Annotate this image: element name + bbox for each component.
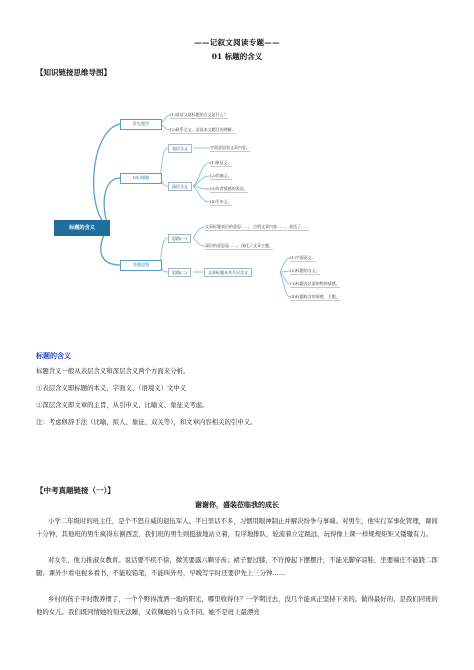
mindmap-root: 标题的含义: [54, 220, 110, 236]
mindmap: [50, 100, 370, 310]
page-subtitle: 01 标题的含义: [211, 52, 263, 61]
page-title: ——记叙文阅读专题——: [194, 38, 280, 47]
question-type-2: (2)联系全文，谈谈本文题目的理解。: [170, 127, 236, 132]
section-mindmap-heading: 【知识链接思维导图】: [36, 68, 111, 77]
article-paragraph-2: 对女生，他力推淑女教育。说话要不疾不徐，微笑要露六颗牙齿；裙子要过膝，不许撩起下摆摆汗，不能光脚穿凉鞋，坐要端庄不能跷二郎腿；课外少看电视多看书，不能咬铅笔，不能叫外号，早晚写字时还要伊先上三分钟……: [36, 556, 438, 577]
approach-2-mid: 文章标题具有几层含义: [204, 268, 252, 277]
approach-1-item-1: 文章标题表层的意思……，点明文章内容……，表达了……: [205, 224, 309, 229]
concept-line-3: ②深层含义即文章的主旨，从引申义、比喻义、象征义考虑。: [36, 401, 209, 409]
approach-2-item-1: (1)字面意义。: [290, 255, 316, 260]
article-title: 谢谢你，盛装莅临我的成长: [195, 500, 279, 509]
deep-item-4: (4)引申义。: [210, 199, 232, 204]
branch-knowledge: 知识理解: [120, 173, 162, 184]
approach-2-item-3: (3)标题表层面的物的情感。: [290, 281, 340, 286]
concept-line-4: 注：考虑修辞手法（比喻、拟人、象征、双关等），和文章内容相关的引申义。: [36, 418, 257, 426]
approach-1-box: 思路(一): [168, 234, 191, 243]
branch-question-types: 常见题型: [120, 119, 162, 130]
deep-item-3: (3)作者情感的表达。: [210, 186, 248, 191]
deep-item-1: (1)象征义。: [210, 160, 232, 165]
article-paragraph-3: 乡村的孩子平时散养惯了，一个个野得泼洒一地的阳光，哪里收得住？一学期过去，没几个能真正坚持下来的。做得最好的，是我们同班的他的女儿。我们既同情她的刻无法睡，又钦佩她的与众不同。她不是班上最漂亮: [36, 595, 438, 616]
deep-meaning-box: 深层含义: [168, 182, 192, 191]
approach-1-item-2: 深层的意思是……，深化了文章主题。: [205, 243, 273, 248]
surface-meaning-box: 表层含义: [168, 144, 192, 153]
surface-meaning-text: 字面意思加文章内容。: [210, 145, 250, 150]
concept-line-1: 标题含义一般从表层含义和深层含义两个方面来分析。: [36, 367, 190, 375]
concept-heading: 标题的含义: [36, 351, 71, 360]
approach-2-box: 思路(二): [168, 268, 191, 277]
question-type-1: (1)谈谈文章标题的含义是什么？: [170, 112, 228, 117]
article-paragraph-1: 小学二年级时的班主任，是个不怒自威的退伍军人。平日里话不多，习惯用眼神制止并解决纷争与事端。对男生，他实行军事化管理，课间十分钟，其他班的男生疯得东倒西歪，我们班的男生则挺拔地站立着，有序地排队，轮流着立定跳远，玩得像上课一样规规矩矩又镂辙有力。: [36, 517, 438, 538]
approach-2-item-4: (4)标题暗含的情感，主题。: [290, 294, 340, 299]
deep-item-2: (2)比喻义。: [210, 173, 232, 178]
branch-answer-approach: 答题思路: [120, 260, 162, 271]
concept-line-2: ①表层含义即标题的本义、字面义、（语境义）文中义: [36, 384, 187, 392]
exam-section-heading: 【中考真题链接（一）】: [36, 486, 115, 495]
approach-2-item-2: (2)标题的含义。: [290, 268, 320, 273]
